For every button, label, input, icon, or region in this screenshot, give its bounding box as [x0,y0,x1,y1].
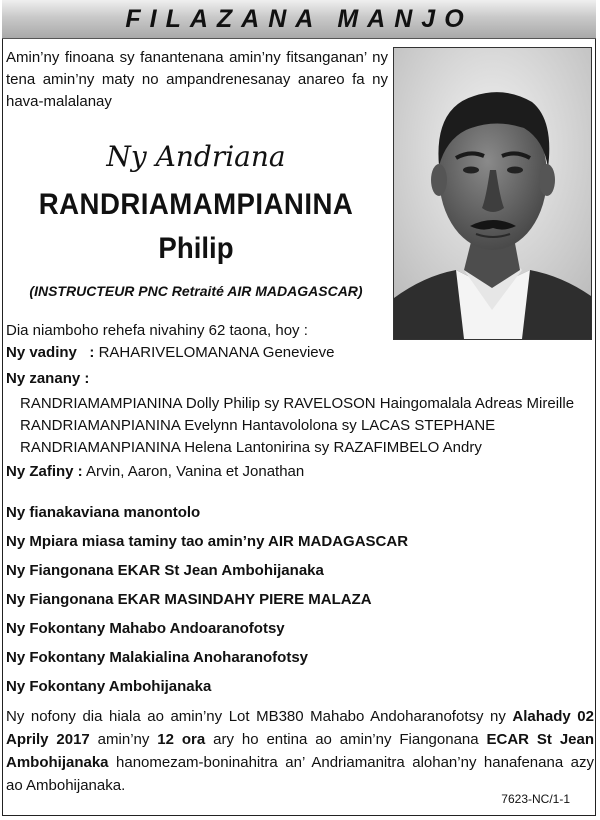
funeral-date: Alahady 02 Aprily 2017 [6,708,594,748]
spouse-separator: : [89,344,95,361]
organization-item: Ny Fiangonana EKAR St Jean Ambohijanaka [6,562,324,579]
spouse-line [6,342,594,364]
organization-item: Ny Mpiara miasa taminy tao amin’ny AIR MADAGASCAR [6,533,409,550]
funeral-time: 12 ora [157,731,206,748]
deceased-first-name: Philip [158,232,234,265]
organization-item: Ny Fiangonana EKAR MASINDAHY PIERE MALAZA [6,591,372,608]
closing-text-2: amin’ny [89,731,158,748]
funeral-details [6,705,594,797]
honorific: Ny Andriana [106,140,286,173]
spouse-name: RAHARIVELOMANANA Genevieve [98,344,335,361]
grandchildren-line [6,461,594,483]
child-entry: RANDRIAMANPIANINA Helena Lantonirina sy RAZAFIMBELO Andry [20,439,482,456]
reference-code: 7623-NC/1-1 [501,792,570,806]
family-section [6,320,594,483]
intro-text: Amin’ny finoana sy fanantenana amin’ny fitsanganan’ ny tena amin’ny maty no ampandrenesanay anareo fa ny hava-malalanay [6,49,388,110]
church-name: ECAR St Jean Ambohijanaka [6,731,595,771]
closing-text-4: hanomezam-boninahitra an’ Andriamanitra alohan’ny hanafenana azy ao Ambohijanaka. [6,754,594,794]
portrait-illustration [394,48,591,339]
organization-item: Ny fianakaviana manontolo [6,504,201,521]
organization-list [6,502,594,705]
page-title: FILAZANA MANJO [125,4,473,33]
header-banner [2,0,596,39]
deceased-surname: RANDRIAMAMPIANINA [38,188,354,221]
deceased-role: (INSTRUCTEUR PNC Retraité AIR MADAGASCAR) [29,283,363,299]
grandchildren-label: Ny Zafiny : [6,463,83,480]
portrait-photo [393,47,592,340]
closing-text-1: Ny nofony dia hiala ao amin’ny Lot MB380 Mahabo Andoharanofotsy ny [6,708,513,725]
grandchildren-names: Arvin, Aaron, Vanina et Jonathan [86,463,305,480]
organization-item: Ny Fokontany Mahabo Andoaranofotsy [6,620,285,637]
death-announcement: Dia niamboho rehefa nivahiny 62 taona, hoy : [6,322,308,339]
closing-text-3: ary ho entina ao amin’ny Fiangonana [205,731,487,748]
child-entry: RANDRIAMANPIANINA Evelynn Hantavololona sy LACAS STEPHANE [20,417,496,434]
organization-item: Ny Fokontany Ambohijanaka [6,678,212,695]
spouse-label: Ny vadiny [6,344,77,361]
child-entry: RANDRIAMAMPIANINA Dolly Philip sy RAVELOSON Haingomalala Adreas Mireille [20,395,575,412]
children-label: Ny zanany : [6,370,90,387]
organization-item: Ny Fokontany Malakialina Anoharanofotsy [6,649,308,666]
